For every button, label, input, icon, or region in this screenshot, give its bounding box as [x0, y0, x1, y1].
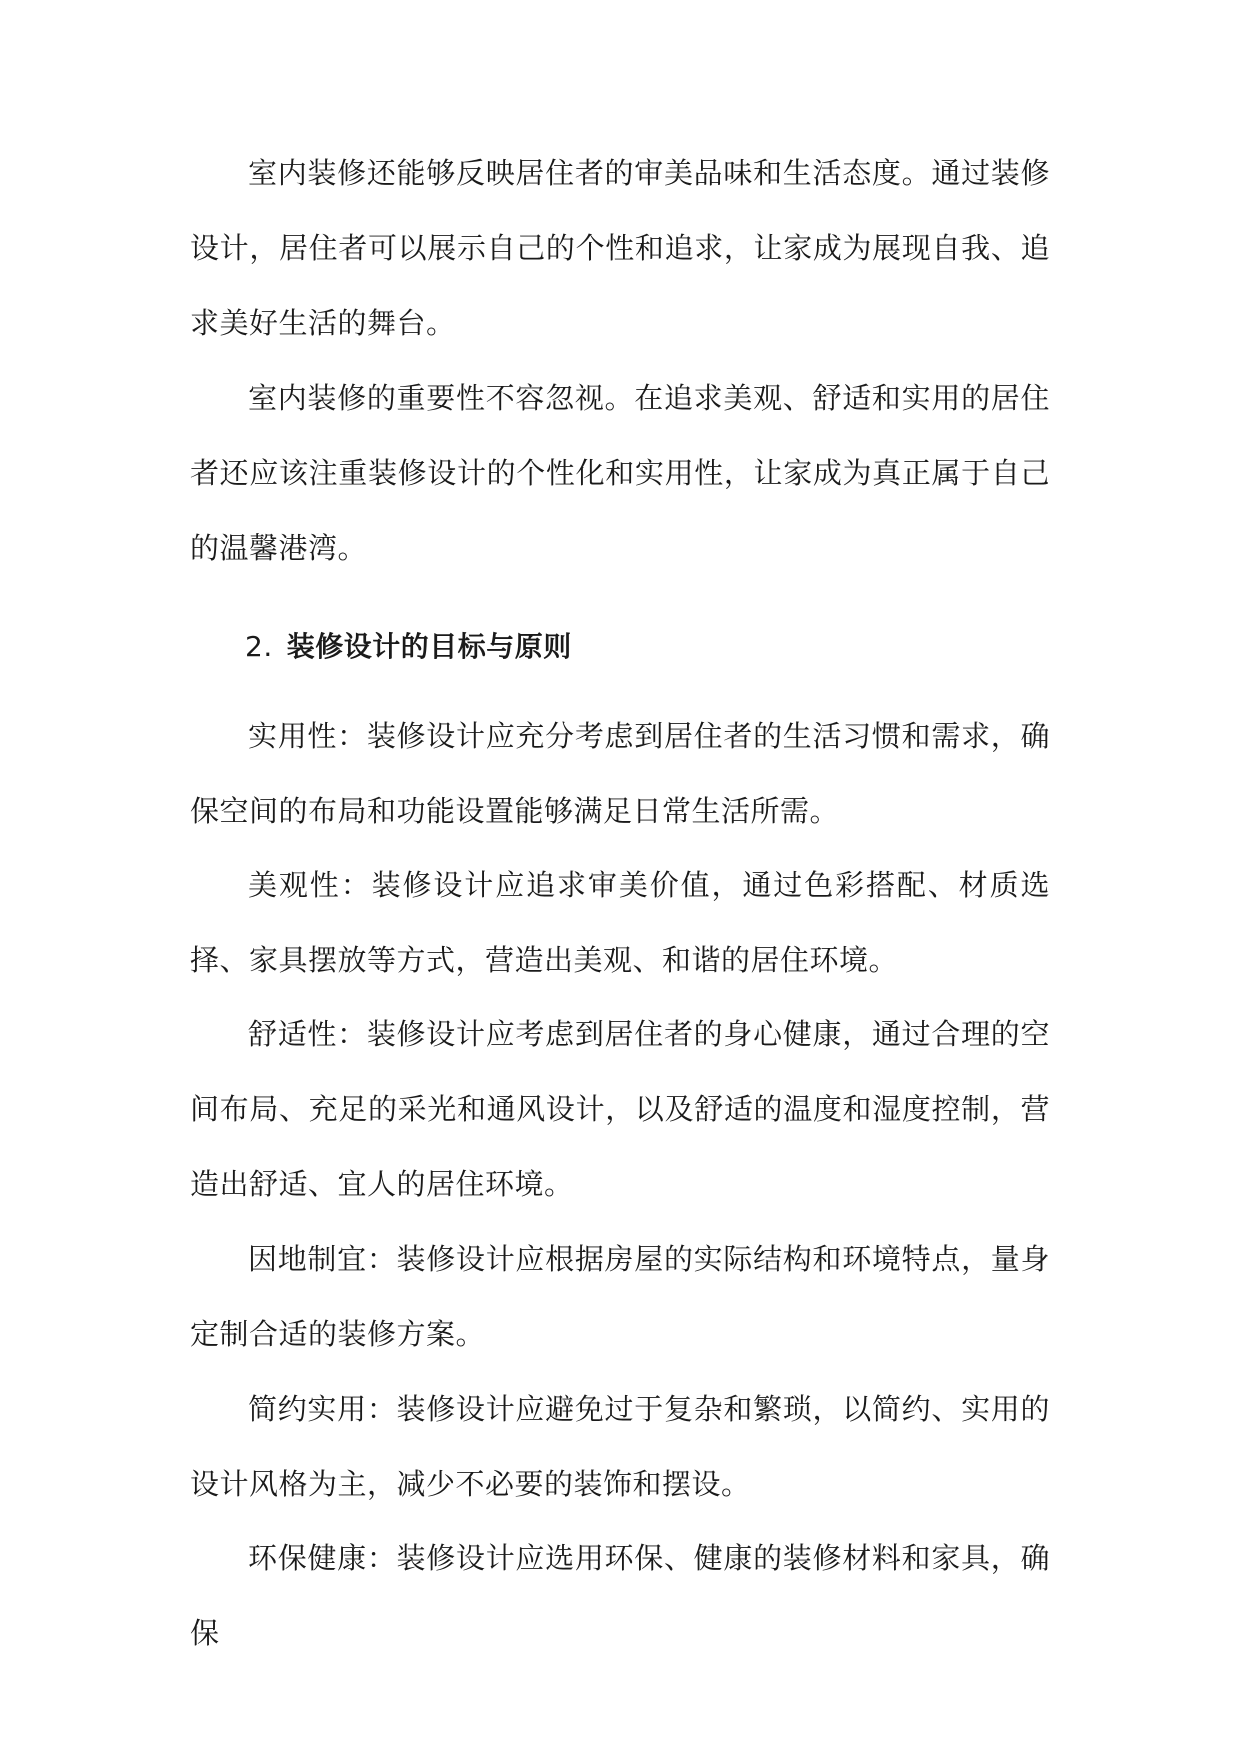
paragraph-simplicity: 简约实用：装修设计应避免过于复杂和繁琐，以简约、实用的设计风格为主，减少不必要的装饰和摆设。	[190, 1392, 1050, 1501]
paragraph-aesthetics: 美观性：装修设计应追求审美价值，通过色彩搭配、材质选择、家具摆放等方式，营造出美观、和谐的居住环境。	[190, 868, 1050, 977]
paragraph-importance: 室内装修的重要性不容忽视。在追求美观、舒适和实用的居住者还应该注重装修设计的个性化和实用性，让家成为真正属于自己的温馨港湾。	[190, 381, 1050, 565]
section-title: 装修设计的目标与原则	[286, 630, 572, 663]
section-number: 2.	[245, 630, 273, 663]
paragraph-aesthetic-reflection: 室内装修还能够反映居住者的审美品味和生活态度。通过装修设计，居住者可以展示自己的个性和追求，让家成为展现自我、追求美好生活的舞台。	[190, 156, 1050, 340]
paragraph-comfort: 舒适性：装修设计应考虑到居住者的身心健康，通过合理的空间布局、充足的采光和通风设计，以及舒适的温度和湿度控制，营造出舒适、宜人的居住环境。	[190, 1017, 1050, 1201]
paragraph-practicality: 实用性：装修设计应充分考虑到居住者的生活习惯和需求，确保空间的布局和功能设置能够满足日常生活所需。	[190, 719, 1050, 828]
paragraph-local-adaptation: 因地制宜：装修设计应根据房屋的实际结构和环境特点，量身定制合适的装修方案。	[190, 1242, 1050, 1351]
paragraph-eco-health: 环保健康：装修设计应选用环保、健康的装修材料和家具，确保	[190, 1541, 1050, 1650]
section-heading	[245, 622, 572, 672]
